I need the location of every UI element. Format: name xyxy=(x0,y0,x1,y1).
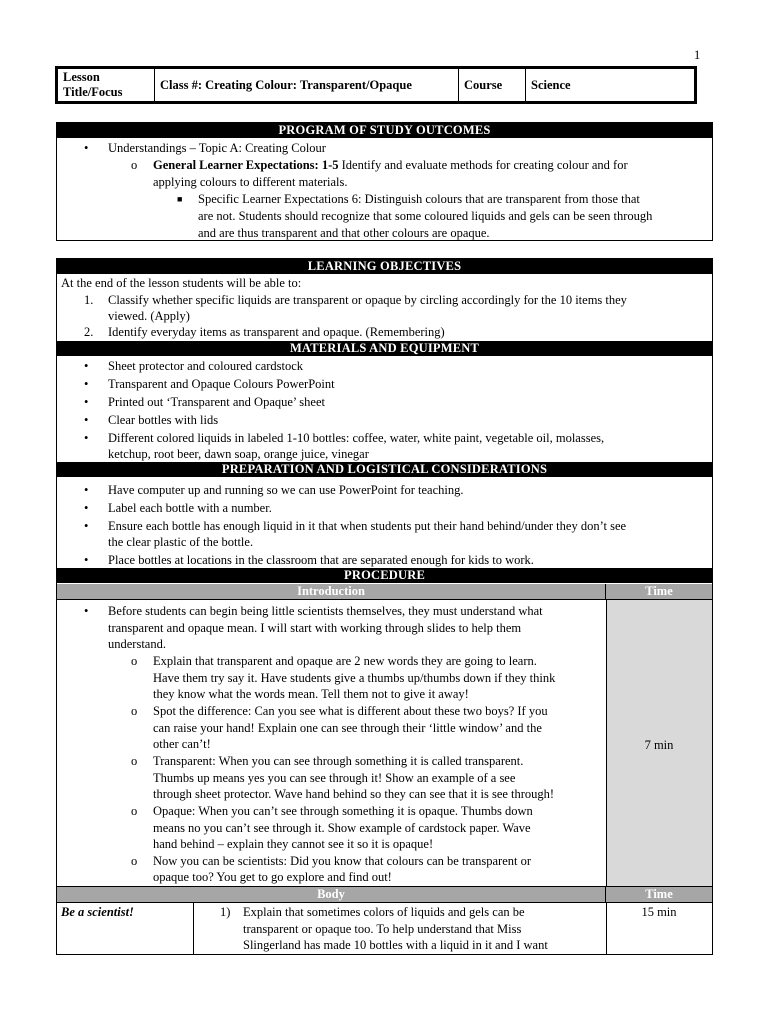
objective-number: 1. xyxy=(84,293,94,307)
gle-text-cont: applying colours to different materials. xyxy=(153,175,348,189)
material-item-cont: ketchup, root beer, dawn soap, orange juice, vinegar xyxy=(108,447,369,461)
intro-subitem: can raise your hand! Explain one can see through their ‘little window’ and the xyxy=(153,721,542,735)
course-label: Course xyxy=(459,69,526,101)
lesson-body-section xyxy=(56,258,713,955)
materials-title: MATERIALS AND EQUIPMENT xyxy=(57,341,712,356)
objective-text: Identify everyday items as transparent and opaque. (Remembering) xyxy=(108,325,445,339)
objective-text: Classify whether specific liquids are transparent or opaque by circling accordingly for the 10 items they xyxy=(108,293,627,307)
body-header: Body xyxy=(57,887,606,902)
body-step-text: Explain that sometimes colors of liquids and gels can be xyxy=(243,905,525,919)
bullet-icon: • xyxy=(84,553,89,567)
gle-bold: General Learner Expectations: 1-5 xyxy=(153,158,339,172)
bullet-icon: • xyxy=(84,413,89,427)
objectives-title: LEARNING OBJECTIVES xyxy=(57,259,712,274)
introduction-header-row xyxy=(57,584,712,600)
intro-text: Before students can begin being little scientists themselves, they must understand what xyxy=(108,604,543,618)
intro-text: transparent and opaque mean. I will start with working through slides to help them xyxy=(108,621,522,635)
prep-item: Place bottles at locations in the classroom that are separated enough for kids to work. xyxy=(108,553,534,567)
intro-subitem: Spot the difference: Can you see what is different about these two boys? If you xyxy=(153,704,548,718)
page-number: 1 xyxy=(694,48,701,62)
course-value: Science xyxy=(531,77,571,92)
circle-bullet-icon: o xyxy=(131,854,138,868)
bullet-icon: • xyxy=(84,359,89,373)
bullet-icon: • xyxy=(84,141,89,155)
objective-number: 2. xyxy=(84,325,94,339)
bullet-icon: • xyxy=(84,431,89,445)
body-step-number: 1) xyxy=(220,905,231,919)
body-time: 15 min xyxy=(641,905,677,919)
circle-bullet-icon: o xyxy=(131,654,138,668)
body-step-text: Slingerland has made 10 bottles with a liquid in it and I want xyxy=(243,938,548,952)
sle-line-2: are not. Students should recognize that some coloured liquids and gels can be seen through xyxy=(198,209,653,223)
program-title: PROGRAM OF STUDY OUTCOMES xyxy=(57,123,712,138)
intro-subitem: hand behind – explain they cannot see it so it is opaque! xyxy=(153,837,434,851)
intro-subitem: other can’t! xyxy=(153,737,211,751)
bullet-icon: • xyxy=(84,395,89,409)
time-header: Time xyxy=(645,584,673,598)
objective-text-cont: viewed. (Apply) xyxy=(108,309,190,323)
material-item: Transparent and Opaque Colours PowerPoint xyxy=(108,377,335,391)
material-item: Different colored liquids in labeled 1-10 bottles: coffee, water, white paint, vegetable oil, molasses, xyxy=(108,431,605,445)
circle-bullet-icon: o xyxy=(131,804,138,818)
procedure-title: PROCEDURE xyxy=(57,568,712,583)
sle-line-1: Specific Learner Expectations 6: Distinguish colours that are transparent from those that xyxy=(198,192,640,206)
intro-text: understand. xyxy=(108,637,166,651)
prep-item: Ensure each bottle has enough liquid in it that when students put their hand behind/under they don’t see xyxy=(108,519,627,533)
understandings-text: Understandings – Topic A: Creating Colour xyxy=(108,141,326,155)
intro-subitem: opaque too? You get to go explore and find out! xyxy=(153,870,392,884)
preparation-title: PREPARATION AND LOGISTICAL CONSIDERATIONS xyxy=(57,462,712,477)
program-of-study-section xyxy=(56,122,713,241)
intro-time: 7 min xyxy=(644,738,674,752)
body-step-text: transparent or opaque too. To help understand that Miss xyxy=(243,922,522,936)
class-title: Class #: Creating Colour: Transparent/Opaque xyxy=(155,69,459,101)
prep-item: Label each bottle with a number. xyxy=(108,501,272,515)
bullet-icon: • xyxy=(84,377,89,391)
intro-subitem: Explain that transparent and opaque are 2 new words they are going to learn. xyxy=(153,654,537,668)
bullet-icon: • xyxy=(84,604,89,618)
objectives-intro: At the end of the lesson students will be able to: xyxy=(61,276,302,290)
bullet-icon: • xyxy=(84,501,89,515)
intro-subitem: through sheet protector. Wave hand behind so they can see that it is see through! xyxy=(153,787,555,801)
lesson-title-label: Lesson Title/Focus xyxy=(58,69,155,101)
material-item: Clear bottles with lids xyxy=(108,413,219,427)
introduction-header: Introduction xyxy=(57,584,606,599)
intro-subitem: Now you can be scientists: Did you know that colours can be transparent or xyxy=(153,854,532,868)
bullet-icon: • xyxy=(84,519,89,533)
material-item: Sheet protector and coloured cardstock xyxy=(108,359,304,373)
intro-subitem: they know what the words mean. Tell them not to give it away! xyxy=(153,687,469,701)
circle-bullet-icon: o xyxy=(131,704,138,718)
intro-subitem: Thumbs up means yes you can see through it! Show an example of a see xyxy=(153,771,516,785)
body-label: Be a scientist! xyxy=(61,905,134,919)
gle-text: Identify and evaluate methods for creating colour and for xyxy=(338,158,628,172)
square-bullet-icon: ■ xyxy=(177,194,183,204)
lesson-header-table xyxy=(55,66,697,104)
intro-subitem: Transparent: When you can see through something it is called transparent. xyxy=(153,754,524,768)
prep-item: Have computer up and running so we can use PowerPoint for teaching. xyxy=(108,483,464,497)
sle-line-3: and are thus transparent and that other colours are opaque. xyxy=(198,226,490,240)
material-item: Printed out ‘Transparent and Opaque’ sheet xyxy=(108,395,325,409)
body-time-header: Time xyxy=(645,887,673,901)
intro-subitem: means no you can’t see through it. Show example of cardstock paper. Wave xyxy=(153,821,531,835)
intro-subitem: Opaque: When you can’t see through something it is opaque. Thumbs down xyxy=(153,804,533,818)
circle-bullet-icon: o xyxy=(131,754,138,768)
bullet-icon: • xyxy=(84,483,89,497)
gle-line xyxy=(153,157,628,174)
body-header-row xyxy=(57,886,712,903)
circle-bullet-icon: o xyxy=(131,158,138,172)
intro-subitem: Have them try say it. Have students give a thumbs up/thumbs down if they think xyxy=(153,671,556,685)
body-divider xyxy=(193,902,194,954)
prep-item-cont: the clear plastic of the bottle. xyxy=(108,535,254,549)
